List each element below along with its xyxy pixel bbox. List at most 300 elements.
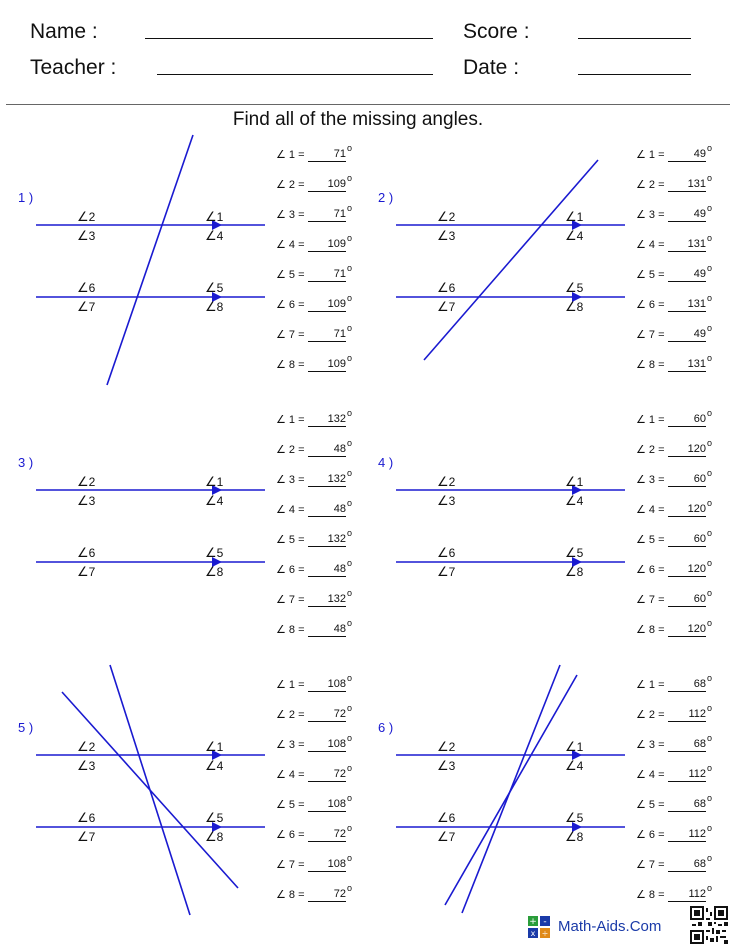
angle-label-5: ∠5 [565, 280, 584, 295]
answer-value[interactable]: 112 [668, 828, 706, 842]
angle-icon: ∠ [437, 299, 449, 314]
angle-label-3: ∠3 [437, 228, 456, 243]
answer-label: ∠ 3 = [276, 739, 305, 751]
answer-value[interactable]: 72 [308, 828, 346, 842]
angle-label-5: ∠5 [565, 545, 584, 560]
degree-icon: o [347, 853, 353, 863]
answer-value[interactable]: 60 [668, 473, 706, 487]
answer-label: ∠ 6 = [636, 299, 665, 311]
angle-icon: ∠ [205, 739, 217, 754]
angle-icon: ∠ [205, 228, 217, 243]
answer-label: ∠ 6 = [636, 829, 665, 841]
angle-icon: ∠ [565, 209, 577, 224]
angle-label-8: ∠8 [565, 564, 584, 579]
degree-icon: o [707, 498, 713, 508]
angle-label-1: ∠1 [205, 739, 224, 754]
problem-2 [360, 135, 728, 400]
answer-row [636, 855, 726, 873]
parallel-lines-diagram [0, 400, 280, 665]
degree-icon: o [707, 173, 713, 183]
transversal-line [110, 665, 190, 915]
angle-label-1: ∠1 [565, 739, 584, 754]
svg-text:+: + [529, 917, 537, 927]
angle-icon: ∠ [77, 299, 89, 314]
score-field-line[interactable] [578, 38, 691, 39]
answer-value[interactable]: 49 [668, 328, 706, 342]
answer-label: ∠ 2 = [276, 179, 305, 191]
parallel-lines-diagram [0, 135, 280, 400]
angle-label-6: ∠6 [437, 545, 456, 560]
angle-label-1: ∠1 [205, 474, 224, 489]
angle-icon: ∠ [437, 564, 449, 579]
answer-row [276, 560, 366, 578]
angle-label-7: ∠7 [437, 299, 456, 314]
degree-icon: o [347, 353, 353, 363]
answer-row [276, 620, 366, 638]
answer-value[interactable]: 112 [668, 768, 706, 782]
answer-row [276, 325, 366, 343]
answer-value[interactable]: 109 [308, 178, 346, 192]
answer-label: ∠ 8 = [276, 359, 305, 371]
answer-label: ∠ 4 = [276, 239, 305, 251]
brand-text[interactable]: Math-Aids.Com [558, 918, 662, 935]
angle-icon: ∠ [77, 280, 89, 295]
answer-label: ∠ 6 = [276, 564, 305, 576]
angle-label-4: ∠4 [205, 228, 224, 243]
degree-icon: o [347, 323, 353, 333]
angle-label-3: ∠3 [77, 228, 96, 243]
answer-label: ∠ 1 = [636, 679, 665, 691]
angle-icon: ∠ [565, 739, 577, 754]
degree-icon: o [347, 468, 353, 478]
svg-text:÷: ÷ [541, 929, 549, 938]
angle-icon: ∠ [565, 758, 577, 773]
problem-1 [0, 135, 368, 400]
degree-icon: o [347, 408, 353, 418]
angle-icon: ∠ [205, 564, 217, 579]
answer-value[interactable]: 108 [308, 798, 346, 812]
angle-icon: ∠ [77, 739, 89, 754]
angle-icon: ∠ [565, 280, 577, 295]
answer-value[interactable]: 48 [308, 503, 346, 517]
angle-label-3: ∠3 [77, 758, 96, 773]
degree-icon: o [707, 528, 713, 538]
angle-icon: ∠ [205, 280, 217, 295]
angle-icon: ∠ [77, 829, 89, 844]
answer-value[interactable]: 109 [308, 358, 346, 372]
angle-label-8: ∠8 [565, 299, 584, 314]
angle-label-3: ∠3 [77, 493, 96, 508]
degree-icon: o [707, 263, 713, 273]
problem-number: 4 ) [378, 455, 394, 470]
answer-row [276, 735, 366, 753]
answer-label: ∠ 4 = [636, 239, 665, 251]
problem-4 [360, 400, 728, 665]
name-label: Name : [30, 20, 98, 43]
answer-row [636, 325, 726, 343]
angle-label-2: ∠2 [437, 209, 456, 224]
angle-icon: ∠ [77, 810, 89, 825]
answer-label: ∠ 8 = [276, 889, 305, 901]
answer-value[interactable]: 132 [308, 413, 346, 427]
answer-row [636, 145, 726, 163]
answer-row [276, 530, 366, 548]
answer-label: ∠ 5 = [276, 269, 305, 281]
angle-label-8: ∠8 [565, 829, 584, 844]
degree-icon: o [707, 853, 713, 863]
answer-row [276, 500, 366, 518]
answer-value[interactable]: 120 [668, 623, 706, 637]
answer-row [276, 765, 366, 783]
answer-label: ∠ 6 = [276, 829, 305, 841]
answer-row [276, 470, 366, 488]
degree-icon: o [347, 173, 353, 183]
angle-label-7: ∠7 [77, 829, 96, 844]
angle-label-1: ∠1 [565, 474, 584, 489]
angle-icon: ∠ [437, 829, 449, 844]
problem-3 [0, 400, 368, 665]
degree-icon: o [707, 618, 713, 628]
answer-row [276, 175, 366, 193]
qr-code-icon [690, 906, 728, 944]
answer-value[interactable]: 132 [308, 593, 346, 607]
angle-label-1: ∠1 [205, 209, 224, 224]
answer-label: ∠ 1 = [276, 679, 305, 691]
answer-value[interactable]: 109 [308, 238, 346, 252]
answer-value[interactable]: 71 [308, 268, 346, 282]
degree-icon: o [707, 558, 713, 568]
angle-icon: ∠ [77, 474, 89, 489]
answer-row [636, 355, 726, 373]
answer-value[interactable]: 48 [308, 623, 346, 637]
name-field-line[interactable] [145, 38, 433, 39]
angle-icon: ∠ [77, 209, 89, 224]
answer-value[interactable]: 131 [668, 298, 706, 312]
answer-value[interactable]: 49 [668, 208, 706, 222]
degree-icon: o [707, 703, 713, 713]
answer-row [636, 500, 726, 518]
problem-number: 6 ) [378, 720, 394, 735]
angle-label-2: ∠2 [437, 474, 456, 489]
degree-icon: o [347, 733, 353, 743]
calculator-icon [528, 916, 550, 938]
problem-number: 5 ) [18, 720, 34, 735]
answer-value[interactable]: 68 [668, 738, 706, 752]
angle-label-4: ∠4 [565, 228, 584, 243]
answer-row [636, 235, 726, 253]
degree-icon: o [707, 233, 713, 243]
answer-row [636, 675, 726, 693]
answer-row [276, 205, 366, 223]
angle-label-7: ∠7 [77, 564, 96, 579]
degree-icon: o [347, 203, 353, 213]
angle-label-6: ∠6 [437, 810, 456, 825]
answer-label: ∠ 1 = [636, 414, 665, 426]
answer-row [276, 295, 366, 313]
angle-icon: ∠ [437, 739, 449, 754]
teacher-label: Teacher : [30, 56, 117, 79]
degree-icon: o [347, 528, 353, 538]
date-label: Date : [463, 56, 520, 79]
answer-value[interactable]: 60 [668, 413, 706, 427]
angle-label-5: ∠5 [565, 810, 584, 825]
angle-icon: ∠ [205, 829, 217, 844]
angle-label-5: ∠5 [205, 545, 224, 560]
answer-row [636, 590, 726, 608]
answer-label: ∠ 5 = [636, 534, 665, 546]
answer-row [276, 705, 366, 723]
answer-label: ∠ 5 = [636, 799, 665, 811]
parallel-lines-diagram [360, 400, 640, 665]
answer-row [276, 675, 366, 693]
problem-5 [0, 665, 368, 930]
angle-label-8: ∠8 [205, 564, 224, 579]
parallel-lines-diagram [360, 665, 640, 930]
answer-label: ∠ 3 = [636, 209, 665, 221]
angle-icon: ∠ [77, 545, 89, 560]
degree-icon: o [707, 733, 713, 743]
angle-label-4: ∠4 [565, 758, 584, 773]
angle-label-4: ∠4 [205, 493, 224, 508]
answer-value[interactable]: 72 [308, 708, 346, 722]
answer-label: ∠ 1 = [276, 414, 305, 426]
degree-icon: o [707, 673, 713, 683]
answer-value[interactable]: 108 [308, 738, 346, 752]
answer-label: ∠ 8 = [636, 359, 665, 371]
answer-label: ∠ 2 = [636, 709, 665, 721]
answer-value[interactable]: 49 [668, 268, 706, 282]
score-label: Score : [463, 20, 530, 43]
angle-label-7: ∠7 [77, 299, 96, 314]
angle-label-7: ∠7 [437, 829, 456, 844]
answer-label: ∠ 3 = [636, 739, 665, 751]
teacher-field-line[interactable] [157, 74, 433, 75]
degree-icon: o [347, 498, 353, 508]
degree-icon: o [707, 468, 713, 478]
degree-icon: o [707, 823, 713, 833]
answer-label: ∠ 2 = [276, 444, 305, 456]
angle-icon: ∠ [77, 758, 89, 773]
angle-icon: ∠ [565, 545, 577, 560]
answer-value[interactable]: 60 [668, 593, 706, 607]
answer-value[interactable]: 71 [308, 208, 346, 222]
transversal-line [424, 160, 598, 360]
answer-value[interactable]: 49 [668, 148, 706, 162]
answer-value[interactable]: 120 [668, 443, 706, 457]
answer-value[interactable]: 108 [308, 858, 346, 872]
angle-icon: ∠ [205, 299, 217, 314]
angle-icon: ∠ [205, 474, 217, 489]
degree-icon: o [347, 558, 353, 568]
angle-icon: ∠ [565, 299, 577, 314]
problem-number: 1 ) [18, 190, 34, 205]
angle-icon: ∠ [77, 564, 89, 579]
angle-icon: ∠ [437, 209, 449, 224]
problem-number: 3 ) [18, 455, 34, 470]
parallel-lines-diagram [0, 665, 280, 930]
answer-row [636, 175, 726, 193]
answer-label: ∠ 1 = [636, 149, 665, 161]
answer-label: ∠ 7 = [636, 594, 665, 606]
angle-label-2: ∠2 [77, 474, 96, 489]
problem-number: 2 ) [378, 190, 394, 205]
degree-icon: o [707, 143, 713, 153]
degree-icon: o [347, 763, 353, 773]
degree-icon: o [707, 883, 713, 893]
answer-row [636, 470, 726, 488]
answer-value[interactable]: 71 [308, 148, 346, 162]
angle-label-6: ∠6 [77, 810, 96, 825]
angle-label-4: ∠4 [205, 758, 224, 773]
answer-row [636, 705, 726, 723]
answer-value[interactable]: 60 [668, 533, 706, 547]
answer-value[interactable]: 112 [668, 708, 706, 722]
answer-value[interactable]: 131 [668, 178, 706, 192]
answer-value[interactable]: 120 [668, 503, 706, 517]
answer-label: ∠ 7 = [636, 859, 665, 871]
parallel-lines-diagram [360, 135, 640, 400]
answer-label: ∠ 1 = [276, 149, 305, 161]
answer-value[interactable]: 132 [308, 473, 346, 487]
angle-label-1: ∠1 [565, 209, 584, 224]
answer-row [636, 735, 726, 753]
degree-icon: o [347, 618, 353, 628]
angle-label-4: ∠4 [565, 493, 584, 508]
answer-row [276, 265, 366, 283]
degree-icon: o [707, 763, 713, 773]
answer-value[interactable]: 109 [308, 298, 346, 312]
answer-label: ∠ 6 = [636, 564, 665, 576]
angle-label-2: ∠2 [77, 739, 96, 754]
answer-row [636, 265, 726, 283]
degree-icon: o [347, 793, 353, 803]
degree-icon: o [347, 233, 353, 243]
angle-icon: ∠ [205, 493, 217, 508]
answer-label: ∠ 4 = [636, 504, 665, 516]
angle-label-3: ∠3 [437, 493, 456, 508]
angle-icon: ∠ [565, 564, 577, 579]
answer-row [636, 825, 726, 843]
answer-label: ∠ 8 = [276, 624, 305, 636]
answer-label: ∠ 2 = [636, 444, 665, 456]
transversal-line [462, 665, 560, 913]
angle-label-3: ∠3 [437, 758, 456, 773]
answer-row [276, 885, 366, 903]
answer-label: ∠ 6 = [276, 299, 305, 311]
angle-icon: ∠ [77, 228, 89, 243]
transversal-line [107, 135, 193, 385]
answer-row [636, 885, 726, 903]
answer-label: ∠ 3 = [276, 209, 305, 221]
answer-row [636, 410, 726, 428]
answer-label: ∠ 5 = [276, 534, 305, 546]
angle-icon: ∠ [205, 758, 217, 773]
answer-label: ∠ 8 = [636, 889, 665, 901]
answer-row [276, 855, 366, 873]
date-field-line[interactable] [578, 74, 691, 75]
degree-icon: o [347, 293, 353, 303]
answer-row [276, 590, 366, 608]
answer-label: ∠ 8 = [636, 624, 665, 636]
answer-value[interactable]: 108 [308, 678, 346, 692]
angle-label-6: ∠6 [437, 280, 456, 295]
header-divider [6, 104, 730, 105]
answer-value[interactable]: 132 [308, 533, 346, 547]
answer-label: ∠ 4 = [636, 769, 665, 781]
angle-icon: ∠ [437, 493, 449, 508]
angle-icon: ∠ [565, 829, 577, 844]
degree-icon: o [347, 823, 353, 833]
degree-icon: o [347, 703, 353, 713]
answer-value[interactable]: 131 [668, 238, 706, 252]
degree-icon: o [707, 438, 713, 448]
angle-icon: ∠ [565, 228, 577, 243]
angle-icon: ∠ [437, 810, 449, 825]
angle-icon: ∠ [205, 545, 217, 560]
angle-icon: ∠ [565, 493, 577, 508]
answer-value[interactable]: 71 [308, 328, 346, 342]
answer-label: ∠ 4 = [276, 504, 305, 516]
angle-icon: ∠ [437, 545, 449, 560]
answer-value[interactable]: 68 [668, 678, 706, 692]
angle-label-6: ∠6 [77, 545, 96, 560]
answer-value[interactable]: 72 [308, 888, 346, 902]
angle-icon: ∠ [565, 810, 577, 825]
answer-value[interactable]: 131 [668, 358, 706, 372]
answer-row [276, 440, 366, 458]
answer-label: ∠ 3 = [276, 474, 305, 486]
angle-icon: ∠ [77, 493, 89, 508]
degree-icon: o [347, 263, 353, 273]
answer-value[interactable]: 48 [308, 563, 346, 577]
answer-row [276, 355, 366, 373]
answer-value[interactable]: 68 [668, 858, 706, 872]
answer-label: ∠ 2 = [636, 179, 665, 191]
answer-row [636, 530, 726, 548]
angle-label-5: ∠5 [205, 280, 224, 295]
answer-row [636, 620, 726, 638]
answer-label: ∠ 5 = [276, 799, 305, 811]
degree-icon: o [707, 588, 713, 598]
angle-label-8: ∠8 [205, 829, 224, 844]
angle-icon: ∠ [437, 280, 449, 295]
angle-label-8: ∠8 [205, 299, 224, 314]
answer-value[interactable]: 112 [668, 888, 706, 902]
answer-label: ∠ 7 = [276, 859, 305, 871]
answer-row [276, 145, 366, 163]
svg-text:-: - [543, 917, 547, 927]
degree-icon: o [707, 793, 713, 803]
angle-label-2: ∠2 [437, 739, 456, 754]
angle-label-6: ∠6 [77, 280, 96, 295]
angle-icon: ∠ [205, 209, 217, 224]
answer-row [636, 795, 726, 813]
angle-icon: ∠ [437, 758, 449, 773]
angle-icon: ∠ [437, 228, 449, 243]
answer-value[interactable]: 48 [308, 443, 346, 457]
angle-label-2: ∠2 [77, 209, 96, 224]
answer-row [636, 295, 726, 313]
answer-row [636, 765, 726, 783]
angle-icon: ∠ [437, 474, 449, 489]
degree-icon: o [707, 323, 713, 333]
answer-value[interactable]: 72 [308, 768, 346, 782]
answer-value[interactable]: 68 [668, 798, 706, 812]
degree-icon: o [347, 588, 353, 598]
angle-label-5: ∠5 [205, 810, 224, 825]
answer-value[interactable]: 120 [668, 563, 706, 577]
answer-row [276, 795, 366, 813]
